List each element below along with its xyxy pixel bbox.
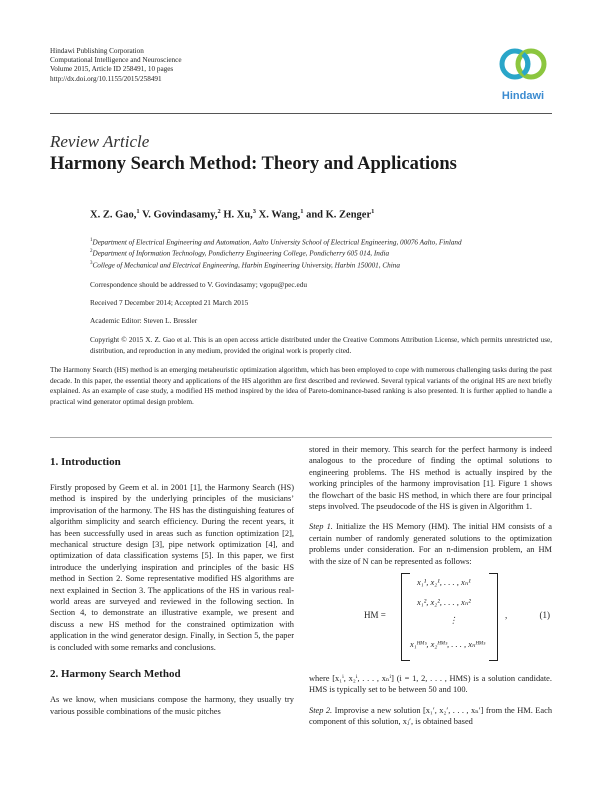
equation-lhs: HM =	[364, 610, 386, 621]
author-name: and K. Zenger	[306, 209, 372, 221]
author-name: H. Xu,	[223, 209, 253, 221]
section2-paragraph: As we know, when musicians compose the harmony, they usually try various possible combinations of the music pitches	[50, 695, 294, 716]
academic-editor: Academic Editor: Steven L. Bressler	[90, 316, 198, 325]
matrix-row: x₁¹, x₂¹, . . . , xₙ¹	[417, 577, 471, 588]
matrix-row: x₁ᴴᴹˢ, x₂ᴴᴹˢ, . . . , xₙᴴᴹˢ	[410, 639, 486, 650]
step2-paragraph: Step 2. Improvise a new solution [x₁′, x₂′, . . . , xₙ′] from the HM. Each component of this solution, xⱼ′, is obtained based	[309, 705, 553, 727]
author-affil-mark: 1	[300, 208, 304, 215]
abstract-divider	[50, 437, 552, 438]
author-name: X. Wang,	[258, 209, 301, 221]
abstract: The Harmony Search (HS) method is an emerging metaheuristic optimization algorithm, which has been employed to cope with numerous challenging tasks during the past decade. In this paper, the essential theory and applications of the HS algorithm are first described and reviewed. Several typical variants of the original HS are next briefly explained. As an example of case study, a modified HS method inspired by the idea of Pareto-dominance-based ranking is also presented. It is further applied to handle a practical wind generator optimal design problem.	[50, 365, 553, 406]
column-right	[309, 444, 552, 728]
journal-name: Computational Intelligence and Neuroscience	[50, 56, 182, 65]
hindawi-logo-icon	[494, 42, 552, 90]
affiliations	[90, 236, 462, 270]
article-type: Review Article	[50, 132, 150, 151]
section-heading: 2. Harmony Search Method	[50, 668, 181, 681]
matrix-bracket-left	[401, 573, 410, 661]
author-name: X. Z. Gao,	[90, 209, 137, 221]
hindawi-logo	[494, 42, 552, 106]
column-left	[50, 455, 294, 717]
correspondence: Correspondence should be addressed to V. Govindasamy; vgopu@pec.edu	[90, 280, 308, 289]
intro-paragraph: Firstly proposed by Geem et al. in 2001 [1], the Harmony Search (HS) method is inspired by the underlying principles of the musicians’ improvisation of the harmony. The HS has the distinguishing features of algorithm simplicity and search efficiency. During the recent years, it has been successfully used in areas such as function optimization [2], mechanical structure design [3], pipe network optimization [4], and optimization of data classification systems [5]. In this paper, we first introduce the underlying inspiration and principles of the basic HS method in Section 2. Some representative modified HS algorithms are next explained in Section 3. The applications of the HS in various real-world areas are surveyed and reviewed in the following section. In Section 4, to demonstrate an illustrative example, we present and discuss a new HS method for the constrained optimization with application in the wind generator design. Finally, in Section 5, the paper is concluded with some remarks and conclusions.	[50, 483, 294, 652]
author-affil-mark: 1	[136, 208, 140, 215]
affiliation-item: $^1$Department of Electrical Engineering and Automation, Aalto University School of Electrical Engineering, 00076 Aalto, Finland	[90, 238, 462, 247]
author-list	[90, 208, 374, 221]
equation-number: (1)	[539, 610, 550, 621]
matrix-bracket-right	[489, 573, 498, 661]
paragraph: stored in their memory. This search for the perfect harmony is indeed analogous to the procedure of finding the optimal solutions to engineering problems. The HS method is actually inspired by the working principles of the harmony improvisation [1]. Figure 1 shows the flowchart of the basic HS method, in which there are four principal steps involved. The pseudocode of the HS is given in Algorithm 1.	[309, 445, 552, 512]
publication-info	[50, 47, 182, 84]
affiliation-item: $^2$Department of Information Technology, Pondicherry Engineering College, Pondicherry 605 014, India	[90, 249, 390, 258]
volume-info: Volume 2015, Article ID 258491, 10 pages	[50, 65, 174, 74]
received-dates: Received 7 December 2014; Accepted 21 March 2015	[90, 298, 249, 307]
header-divider	[50, 113, 552, 114]
author-affil-mark: 2	[217, 208, 221, 215]
article-title: Harmony Search Method: Theory and Applications	[50, 154, 457, 174]
matrix-row: x₁², x₂², . . . , xₙ²	[417, 597, 471, 608]
equation-1: HM = x₁¹, x₂¹, . . . , xₙ¹ x₁², x₂², . . . , xₙ² ⋮ x₁ᴴᴹˢ, x₂ᴴᴹˢ, . . . , xₙᴴᴹˢ , (1)	[309, 573, 552, 667]
step-label: Step 1.	[309, 522, 333, 532]
author-affil-mark: 1	[371, 208, 375, 215]
where-paragraph: where [x₁ⁱ, x₂ⁱ, . . . , xₙⁱ] (i = 1, 2, . . . , HMS) is a solution candidate. HMS is typically set to be between 50 and 100.	[309, 674, 552, 695]
publisher: Hindawi Publishing Corporation	[50, 47, 144, 55]
doi-link[interactable]: http://dx.doi.org/10.1155/2015/258491	[50, 74, 162, 83]
matrix-row: ⋮	[449, 615, 458, 626]
author-affil-mark: 3	[252, 208, 257, 215]
affiliation-item: $^3$College of Mechanical and Electrical Engineering, Harbin Engineering University, Harbin 150001, China	[90, 260, 400, 270]
step1-paragraph: Step 1. Initialize the HS Memory (HM). The initial HM consists of a certain number of randomly generated solutions to the optimization problems under consideration. For an n-dimension problem, an HM with the size of N can be represented as follows:	[309, 522, 552, 566]
section-heading: 1. Introduction	[50, 456, 121, 468]
logo-text: Hindawi	[501, 90, 545, 102]
copyright-notice: Copyright © 2015 X. Z. Gao et al. This is an open access article distributed under the Creative Commons Attribution License, which permits unrestricted use, distribution, and reproduction in any medium, provided the original work is properly cited.	[90, 336, 552, 355]
step-label: Step 2.	[309, 705, 333, 715]
author-name: V. Govindasamy,	[142, 209, 218, 221]
